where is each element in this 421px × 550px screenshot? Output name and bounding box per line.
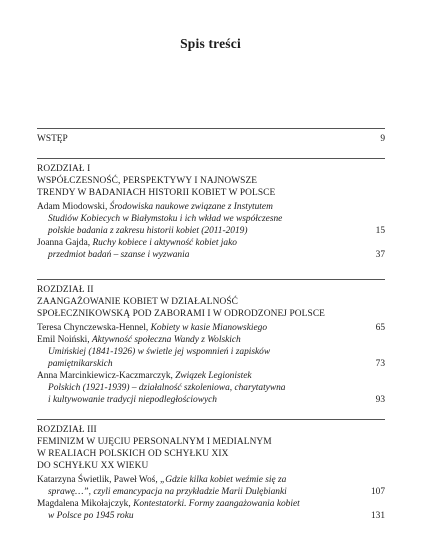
toc-entry-line [37,346,385,358]
toc-entry-line [37,370,385,382]
entry-title: Związek Legionistek [175,371,252,381]
entry-title: przedmiot badań – szanse i wyzwania [48,250,190,260]
entry-title: Umińskiej (1841-1926) w świetle jej wspomnień i zapisków [48,347,271,357]
toc-entry-line [37,334,385,346]
toc-entry-line [37,394,385,406]
toc-entry[interactable] [37,498,385,522]
toc-entry-line [37,382,385,394]
entry-title: Kontestatorki. Formy zaangażowania kobiet [133,499,300,509]
chapter-3 [37,424,385,522]
toc-entry-line [37,322,385,334]
entry-title: Kobiety w kasie Mianowskiego [150,323,268,333]
divider [37,279,385,280]
divider [37,128,385,129]
toc-entry-line [37,237,385,249]
divider [37,158,385,159]
toc-entry[interactable] [37,237,385,261]
chapter-heading-line: ROZDZIAŁ III [37,425,97,435]
intro-entry[interactable] [37,133,385,145]
entry-page-number: 65 [375,323,385,333]
entry-title: Ruchy kobiece i aktywność kobiet jako [92,238,237,248]
entry-title: polskie badania z zakresu historii kobiet (2011-2019) [48,226,248,236]
entry-title: „Gdzie kilka kobiet weźmie się za [160,475,287,485]
entry-title: Aktywność społeczna Wandy z Wolskich [91,335,241,345]
entry-title: Studiów Kobiecych w Białymstoku i ich wkład we współczesne [48,214,283,224]
toc-entry-line [37,486,385,498]
chapter-heading [37,163,385,199]
entry-page-number: 37 [375,250,385,260]
entry-page-number: 15 [375,226,385,236]
entry-title: i kultywowanie tradycji niepodległościowych [48,395,217,405]
entry-author: Joanna Gajda, [37,238,93,248]
chapter-heading-line: TRENDY W BADANIACH HISTORII KOBIET W POLSCE [37,188,276,198]
entry-title: pamiętnikarskich [48,359,113,369]
entry-author: Katarzyna Świetlik, Paweł Woś, [37,475,161,485]
intro-label: WSTĘP [37,134,68,144]
entry-title: Polskich (1921-1939) – działalność szkoleniowa, charytatywna [48,383,286,393]
chapter-heading-line: FEMINIZM W UJĘCIU PERSONALNYM I MEDIALNYM [37,437,272,447]
intro-page-number: 9 [380,134,385,144]
entry-title: sprawę…”, czyli emancypacja na przykładzie Marii Dulębianki [48,487,287,497]
entry-title: w Polsce po 1945 roku [48,511,134,521]
chapter-heading-line: SPOŁECZNIKOWSKĄ POD ZABORAMI I W ODRODZONEJ POLSCE [37,309,325,319]
chapter-heading-line: ZAANGAŻOWANIE KOBIET W DZIAŁALNOŚĆ [37,297,239,307]
entry-page-number: 107 [370,487,385,497]
entry-author: Adam Miodowski, [37,202,110,212]
toc-entry[interactable] [37,201,385,237]
chapter-heading-line: ROZDZIAŁ I [37,164,91,174]
entry-page-number: 93 [375,395,385,405]
chapter-heading [37,424,385,472]
toc-entry-line [37,225,385,237]
toc-entry-line [37,213,385,225]
entry-page-number: 131 [370,511,385,521]
toc-entry-line [37,249,385,261]
entry-author: Magdalena Mikołajczyk, [37,499,134,509]
chapter-heading [37,284,385,320]
toc-entry-line [37,474,385,486]
chapter-2 [37,284,385,406]
toc-entry-line [37,498,385,510]
chapter-1 [37,163,385,261]
toc-entry-line [37,358,385,370]
entry-author: Anna Marcinkiewicz-Kaczmarczyk, [37,371,176,381]
chapter-heading-line: DO SCHYŁKU XX WIEKU [37,461,149,471]
toc-entry-line [37,510,385,522]
toc-entry-line [37,201,385,213]
chapter-heading-line: W REALIACH POLSKICH OD SCHYŁKU XIX [37,449,229,459]
toc-entry[interactable] [37,322,385,334]
toc-entry[interactable] [37,474,385,498]
entry-author: Teresa Chynczewska-Hennel, [37,323,151,333]
entry-author: Emil Noiński, [37,335,92,345]
page-title: Spis treści [180,36,241,51]
divider [37,419,385,420]
entry-title: Środowiska naukowe związane z Instytutem [109,202,273,212]
chapter-heading-line: ROZDZIAŁ II [37,285,94,295]
toc-entry[interactable] [37,370,385,406]
toc-entry[interactable] [37,334,385,370]
chapter-heading-line: WSPÓŁCZESNOŚĆ, PERSPEKTYWY I NAJNOWSZE [37,176,258,186]
entry-page-number: 73 [375,359,385,369]
